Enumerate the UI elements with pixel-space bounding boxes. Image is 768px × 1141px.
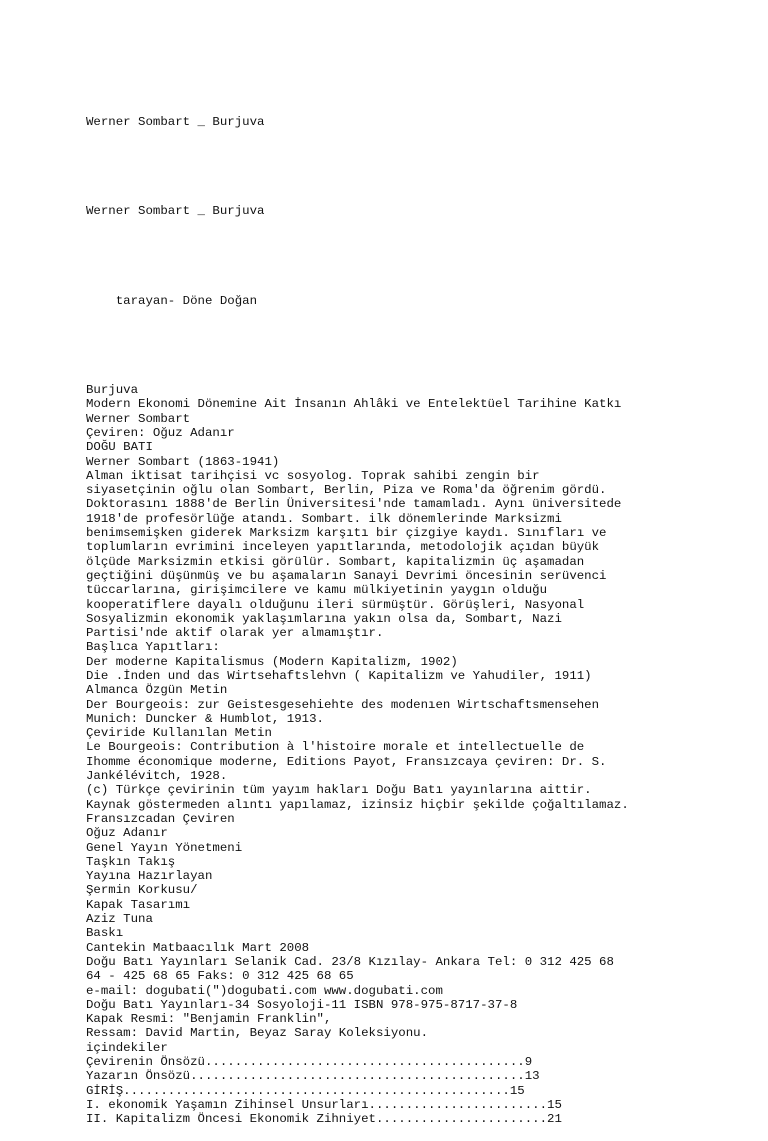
text-line: Partisi'nde aktif olarak yer almamıştır. xyxy=(86,626,384,641)
text-line: Almanca Özgün Metin xyxy=(86,683,228,698)
text-line: Yazarın Önsözü.............................................13 xyxy=(86,1069,540,1084)
text-line: Yayına Hazırlayan xyxy=(86,869,213,884)
text-line: Ihomme économique moderne, Editions Payot, Fransızcaya çeviren: Dr. S. xyxy=(86,754,607,769)
text-line: 64 - 425 68 65 Faks: 0 312 425 68 65 xyxy=(86,969,354,984)
text-line: ölçüde Marksizmin etkisi görülür. Sombart, kapitalizmin üç aşamadan xyxy=(86,554,585,569)
text-line: Kapak Resmi: "Benjamin Franklin", xyxy=(86,1012,332,1027)
text-line: 1918'de profesörlüğe atandı. Sombart. ilk dönemlerinde Marksizmi xyxy=(86,511,562,526)
text-line: Baskı xyxy=(86,926,124,941)
text-line: Oğuz Adanır xyxy=(86,826,168,841)
text-line: II. Kapitalizm Öncesi Ekonomik Zihniyet.......................21 xyxy=(86,1112,562,1127)
text-line: Werner Sombart (1863-1941) xyxy=(86,454,280,469)
text-line: Şermin Korkusu/ xyxy=(86,883,198,898)
text-line: I. ekonomik Yaşamın Zihinsel Unsurları........................15 xyxy=(86,1097,562,1112)
text-line: Başlıca Yapıtları: xyxy=(86,640,220,655)
text-line: siyasetçinin oğlu olan Sombart, Berlin, Piza ve Roma'da öğrenim gördü. xyxy=(86,483,607,498)
text-line: GİRİŞ....................................................15 xyxy=(86,1083,525,1098)
text-line: Burjuva xyxy=(86,383,139,398)
text-line: Fransızcadan Çeviren xyxy=(86,811,235,826)
document-page xyxy=(86,86,756,1141)
text-line: tüccarlarına, girişimcilere ve kamu mülkiyetinin yaygın olduğu xyxy=(86,583,548,598)
text-line: Der moderne Kapitalismus (Modern Kapitalizm, 1902) xyxy=(86,654,458,669)
text-line: Ressam: David Martin, Beyaz Saray Koleksiyonu. xyxy=(86,1026,429,1041)
document-body xyxy=(86,383,756,1126)
text-line: geçtiğini düşünmüş ve bu aşamaların Sanayi Devrimi öncesinin serüvenci xyxy=(86,568,607,583)
text-line: Munich: Duncker & Humblot, 1913. xyxy=(86,711,324,726)
text-line: Kapak Tasarımı xyxy=(86,897,191,912)
text-line: Cantekin Matbaacılık Mart 2008 xyxy=(86,940,310,955)
text-line: Çeviride Kullanılan Metin xyxy=(86,726,272,741)
text-line: Der Bourgeois: zur Geistesgesehiehte des modenıen Wirtschaftsmensehen xyxy=(86,697,600,712)
text-line: kooperatiflere dayalı olduğunu ileri sürmüştür. Görüşleri, Nasyonal xyxy=(86,597,585,612)
text-line: toplumların evrimini inceleyen yapıtlarında, metodolojik açıdan büyük xyxy=(86,540,600,555)
text-line: Doğu Batı Yayınları Selanik Cad. 23/8 Kızılay- Ankara Tel: 0 312 425 68 xyxy=(86,954,614,969)
text-line: (c) Türkçe çevirinin tüm yayım hakları Doğu Batı yayınlarına aittir. xyxy=(86,783,592,798)
text-line: Die .İnden und das Wirtsehaftslehvn ( Kapitalizm ve Yahudiler, 1911) xyxy=(86,668,592,683)
text-line: Doğu Batı Yayınları-34 Sosyoloji-11 ISBN 978-975-8717-37-8 xyxy=(86,997,518,1012)
text-line: içindekiler xyxy=(86,1040,168,1055)
text-line: Çeviren: Oğuz Adanır xyxy=(86,425,235,440)
spacer xyxy=(86,336,756,354)
text-line: e-mail: dogubati(")dogubati.com www.dogubati.com xyxy=(86,983,443,998)
text-line: Alman iktisat tarihçisi vc sosyolog. Toprak sahibi zengin bir xyxy=(86,468,540,483)
text-line: Jankélévitch, 1928. xyxy=(86,769,228,784)
text-line: Genel Yayın Yönetmeni xyxy=(86,840,243,855)
document-title-repeat: Werner Sombart _ Burjuva xyxy=(86,204,265,219)
text-line: Werner Sombart xyxy=(86,411,191,426)
document-title: Werner Sombart _ Burjuva xyxy=(86,114,265,129)
text-line: Kaynak göstermeden alıntı yapılamaz, izinsiz hiçbir şekilde çoğaltılamaz. xyxy=(86,797,629,812)
text-line: Taşkın Takış xyxy=(86,854,176,869)
text-line: Sosyalizmin ekonomik yaklaşımlarına yakın olsa da, Sombart, Nazi xyxy=(86,611,562,626)
text-line: Le Bourgeois: Contribution à l'histoire morale et intellectuelle de xyxy=(86,740,585,755)
text-line: benimsemişken giderek Marksizm karşıtı bir çizgiye kaydı. Sınıfları ve xyxy=(86,526,607,541)
spacer xyxy=(86,157,756,175)
scanner-credit: tarayan- Döne Doğan xyxy=(86,293,258,308)
text-line: Doktorasını 1888'de Berlin Üniversitesi'nde tamamladı. Aynı üniversitede xyxy=(86,497,622,512)
text-line: DOĞU BATI xyxy=(86,440,153,455)
text-line: Çevirenin Önsözü...........................................9 xyxy=(86,1055,533,1069)
spacer xyxy=(86,247,756,265)
text-line: Modern Ekonomi Dönemine Ait İnsanın Ahlâki ve Entelektüel Tarihine Katkı xyxy=(86,397,622,412)
text-line: Aziz Tuna xyxy=(86,912,153,927)
